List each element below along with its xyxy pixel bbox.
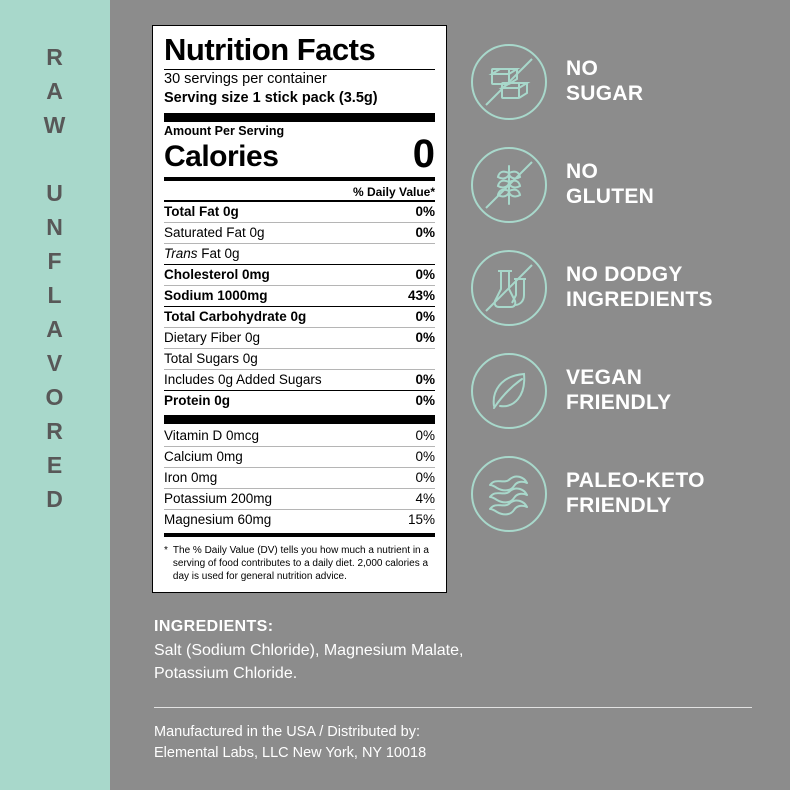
badge-label bbox=[566, 160, 654, 210]
nutrient-name: Sodium 1000mg bbox=[164, 285, 387, 306]
vegan-leaf-icon bbox=[470, 352, 548, 430]
nutrient-row bbox=[164, 327, 435, 348]
nutrient-name: Total Carbohydrate 0g bbox=[164, 306, 387, 327]
nutrient-table bbox=[164, 201, 435, 411]
micronutrient-row bbox=[164, 488, 435, 509]
no-gluten-icon bbox=[470, 146, 548, 224]
nutrient-name: Cholesterol 0mg bbox=[164, 264, 387, 285]
nutrient-daily-value: 0% bbox=[387, 264, 435, 285]
vertical-letter: V bbox=[46, 350, 64, 377]
nutrient-name: Saturated Fat 0g bbox=[164, 222, 387, 243]
badge-line: NO bbox=[566, 159, 599, 183]
nutrient-daily-value: 43% bbox=[387, 285, 435, 306]
daily-value-footnote bbox=[164, 539, 435, 584]
badge-label bbox=[566, 469, 705, 519]
footnote-text: The % Daily Value (DV) tells you how much a nutrient in a serving of food contributes to a daily diet. 2,000 calories a day is used for general nutrition advice. bbox=[172, 544, 429, 583]
nutrient-daily-value: 0% bbox=[387, 327, 435, 348]
micronutrient-table bbox=[164, 426, 435, 530]
nutrient-daily-value: 0% bbox=[387, 201, 435, 222]
micronutrient-name: Potassium 200mg bbox=[164, 488, 387, 509]
badge-paleo-keto-friendly bbox=[470, 442, 770, 545]
nutrient-name: Total Sugars 0g bbox=[164, 348, 387, 369]
servings-per-container: 30 servings per container bbox=[164, 70, 327, 87]
vertical-letter: R bbox=[46, 44, 64, 70]
nutrient-row bbox=[164, 222, 435, 243]
paleo-keto-bacon-icon bbox=[470, 455, 548, 533]
vertical-letter: W bbox=[43, 112, 67, 139]
amount-per-serving-label: Amount Per Serving bbox=[164, 123, 285, 138]
micronutrient-daily-value: 4% bbox=[387, 488, 435, 509]
ingredients-line-2: Potassium Chloride. bbox=[154, 664, 298, 682]
nutrient-daily-value bbox=[387, 243, 435, 264]
badge-line: SUGAR bbox=[566, 81, 644, 105]
nutrient-name: Total Fat 0g bbox=[164, 201, 387, 222]
ingredients-line-1: Salt (Sodium Chloride), Magnesium Malate, bbox=[154, 642, 464, 659]
badge-label bbox=[566, 57, 643, 107]
nutrient-daily-value: 0% bbox=[387, 222, 435, 243]
vertical-letter: U bbox=[46, 180, 64, 207]
badge-line: PALEO-KETO bbox=[566, 468, 705, 492]
nutrient-row bbox=[164, 306, 435, 327]
rule-thick-2 bbox=[164, 415, 435, 424]
serving-size: Serving size 1 stick pack (3.5g) bbox=[164, 90, 378, 107]
vertical-letter: L bbox=[47, 282, 63, 309]
calories-row bbox=[164, 131, 435, 176]
nutrient-row bbox=[164, 369, 435, 390]
rule-thick bbox=[164, 113, 435, 122]
micronutrient-row bbox=[164, 426, 435, 447]
micronutrient-name: Calcium 0mg bbox=[164, 446, 387, 467]
micronutrient-name: Iron 0mg bbox=[164, 467, 387, 488]
badge-no-gluten bbox=[470, 133, 770, 236]
nutrient-row bbox=[164, 201, 435, 222]
nutrient-daily-value bbox=[387, 348, 435, 369]
nutrition-facts-title: Nutrition Facts bbox=[164, 32, 376, 67]
manufacturer-line-1: Manufactured in the USA / Distributed by: bbox=[154, 724, 420, 741]
micronutrient-name: Vitamin D 0mcg bbox=[164, 428, 260, 444]
badge-line: GLUTEN bbox=[566, 184, 655, 208]
calories-label: Calories bbox=[164, 139, 279, 173]
daily-value-header: % Daily Value* bbox=[352, 184, 435, 199]
nutrient-name: Trans Fat 0g bbox=[164, 243, 387, 264]
badge-line: VEGAN bbox=[566, 365, 643, 389]
vertical-letter: R bbox=[46, 418, 64, 445]
nutrient-row bbox=[164, 348, 435, 369]
nutrient-row bbox=[164, 390, 435, 411]
badge-line: INGREDIENTS bbox=[566, 287, 713, 311]
badge-line: FRIENDLY bbox=[566, 493, 672, 517]
bottom-info bbox=[154, 618, 754, 764]
badge-label bbox=[566, 263, 713, 313]
nutrient-name: Protein 0g bbox=[164, 390, 387, 411]
badge-line: NO bbox=[566, 56, 599, 80]
ingredients-body bbox=[154, 640, 754, 685]
vertical-letter: A bbox=[46, 316, 64, 343]
micronutrient-row bbox=[164, 509, 435, 530]
vertical-letter: O bbox=[45, 384, 65, 411]
micronutrient-name: Magnesium 60mg bbox=[164, 509, 387, 530]
rule-medium-2 bbox=[164, 533, 435, 537]
vertical-product-name bbox=[0, 40, 110, 516]
side-band bbox=[0, 0, 110, 790]
nutrient-daily-value: 0% bbox=[387, 369, 435, 390]
ingredients-title: INGREDIENTS: bbox=[154, 618, 274, 635]
nutrition-facts-panel bbox=[152, 25, 447, 593]
micronutrient-daily-value: 0% bbox=[387, 446, 435, 467]
badge-line: FRIENDLY bbox=[566, 390, 672, 414]
nutrient-daily-value: 0% bbox=[387, 306, 435, 327]
nutrient-name: Includes 0g Added Sugars bbox=[164, 369, 387, 390]
micronutrient-daily-value: 0% bbox=[387, 467, 435, 488]
nutrient-daily-value: 0% bbox=[387, 390, 435, 411]
badge-line: NO DODGY bbox=[566, 262, 683, 286]
vertical-letter: N bbox=[46, 214, 64, 241]
no-dodgy-ingredients-icon bbox=[470, 249, 548, 327]
vertical-letter: F bbox=[47, 248, 63, 275]
badge-vegan-friendly bbox=[470, 339, 770, 442]
claims-badge-list bbox=[470, 30, 770, 545]
micronutrient-daily-value: 0% bbox=[415, 428, 435, 444]
micronutrient-row bbox=[164, 446, 435, 467]
nutrient-row bbox=[164, 285, 435, 306]
footnote-star: * bbox=[164, 544, 168, 556]
vertical-letter: E bbox=[46, 452, 64, 479]
calories-value: 0 bbox=[412, 131, 435, 176]
rule-medium bbox=[164, 177, 435, 181]
badge-no-dodgy-ingredients bbox=[470, 236, 770, 339]
nutrient-row bbox=[164, 264, 435, 285]
nutrient-row bbox=[164, 243, 435, 264]
vertical-letter: D bbox=[46, 486, 64, 513]
badge-no-sugar bbox=[470, 30, 770, 133]
main-area bbox=[110, 0, 790, 790]
no-sugar-icon bbox=[470, 43, 548, 121]
vertical-letter: A bbox=[46, 78, 64, 105]
divider bbox=[154, 707, 752, 708]
micronutrient-daily-value: 15% bbox=[387, 509, 435, 530]
nutrient-name: Dietary Fiber 0g bbox=[164, 327, 387, 348]
vertical-letter bbox=[0, 142, 110, 176]
manufacturer-line-2: Elemental Labs, LLC New York, NY 10018 bbox=[154, 745, 427, 762]
manufacturer-info bbox=[154, 722, 754, 764]
badge-label bbox=[566, 366, 671, 416]
micronutrient-row bbox=[164, 467, 435, 488]
